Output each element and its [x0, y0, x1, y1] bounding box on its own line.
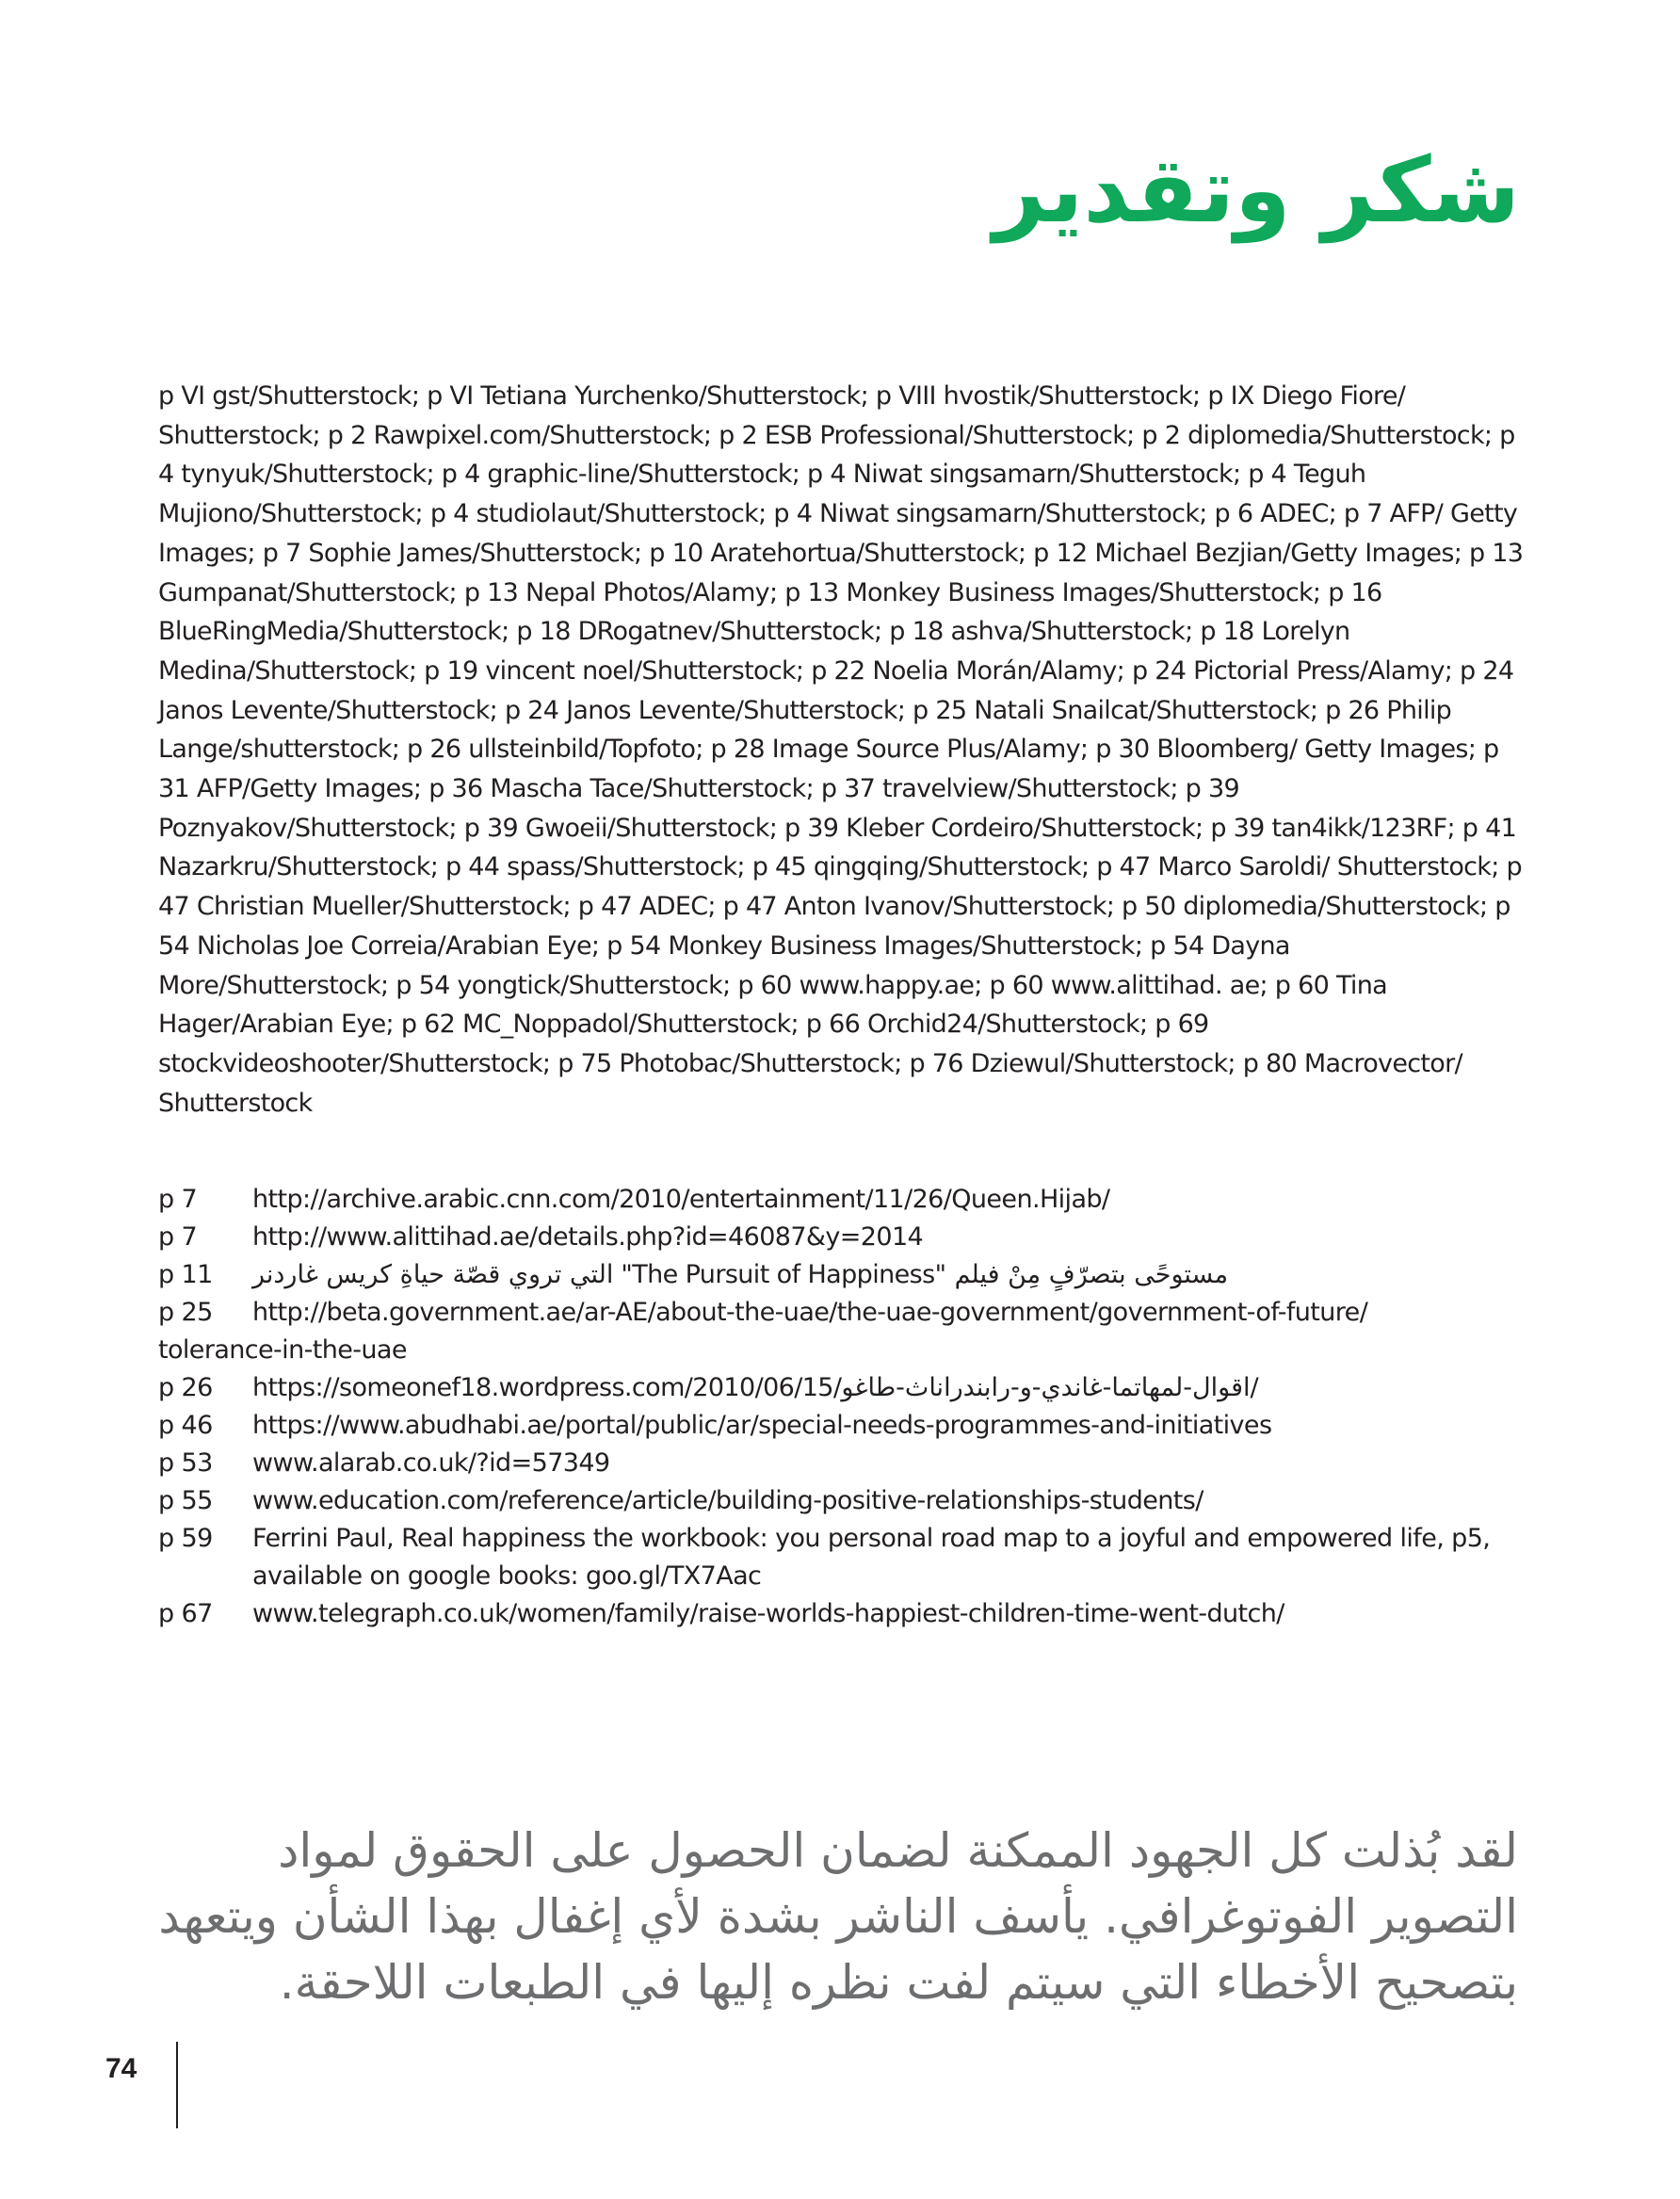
reference-page: p 7	[158, 1185, 198, 1214]
reference-item	[158, 1181, 1543, 1219]
copyright-disclaimer: لقد بُذلت كل الجهود الممكنة لضمان الحصول على الحقوق لمواد التصوير الفوتوغرافي. يأسف الناشر بشدة لأي إغفال بهذا الشأن ويتعهد بتصحيح الأخطاء التي سيتم لفت نظره إليها في الطبعات اللاحقة.	[158, 1823, 1518, 2010]
reference-text: Ferrini Paul, Real happiness the workbook: you personal road map to a joyful and empowered life, p5, available on google books: goo.gl/TX7Aac	[252, 1524, 1491, 1591]
reference-page: p 26	[158, 1373, 213, 1402]
footer-divider	[176, 2042, 178, 2128]
reference-url: http://beta.government.ae/ar-AE/about-the-uae/the-uae-government/government-of-future/	[252, 1298, 1368, 1327]
reference-item	[158, 1369, 1543, 1407]
reference-url: www.telegraph.co.uk/women/family/raise-worlds-happiest-children-time-went-dutch/	[252, 1599, 1284, 1628]
reference-item	[158, 1407, 1543, 1445]
reference-item	[158, 1445, 1543, 1482]
reference-url: http://www.alittihad.ae/details.php?id=46087&y=2014	[252, 1222, 924, 1252]
reference-item	[158, 1256, 1543, 1294]
reference-item	[158, 1294, 1543, 1369]
reference-page: p 53	[158, 1448, 213, 1478]
reference-text: مستوحًى بتصرّفٍ مِنْ فيلم "The Pursuit of Happiness" التي تروي قصّة حياةِ كريس غاردنر	[252, 1260, 1229, 1289]
reference-page: p 67	[158, 1599, 213, 1628]
reference-page: p 7	[158, 1222, 198, 1252]
reference-page: p 55	[158, 1486, 213, 1515]
reference-url-continuation: tolerance-in-the-uae	[158, 1335, 407, 1365]
reference-item	[158, 1219, 1543, 1256]
page-number: 74	[105, 2053, 137, 2084]
page-title: شكر وتقدير	[993, 137, 1520, 243]
reference-url: https://www.abudhabi.ae/portal/public/ar/special-needs-programmes-and-initiatives	[252, 1411, 1272, 1440]
reference-page: p 25	[158, 1298, 213, 1327]
photo-credits: p VI gst/Shutterstock; p VI Tetiana Yurchenko/Shutterstock; p VIII hvostik/Shutterstock; p IX Diego Fiore/ Shutterstock; p 2 Rawpixel.com/Shutterstock; p 2 ESB Professional/Shutterstock; p 2 diplomedia/Shutterstock; p 4 tynyuk/Shutterstock; p 4 graphic-line/Shutterstock; p 4 Niwat singsamarn/Shutterstock; p 4 Teguh Mujiono/Shutterstock; p 4 studiolaut/Shutterstock; p 4 Niwat singsamarn/Shutterstock; p 6 ADEC; p 7 AFP/ Getty Images; p 7 Sophie James/Shutterstock; p 10 Aratehortua/Shutterstock; p 12 Michael Bezjian/Getty Images; p 13 Gumpanat/Shutterstock; p 13 Nepal Photos/Alamy; p 13 Monkey Business Images/Shutterstock; p 16 BlueRingMedia/Shutterstock; p 18 DRogatnev/Shutterstock; p 18 ashva/Shutterstock; p 18 Lorelyn Medina/Shutterstock; p 19 vincent noel/Shutterstock; p 22 Noelia Morán/Alamy; p 24 Pictorial Press/Alamy; p 24 Janos Levente/Shutterstock; p 24 Janos Levente/Shutterstock; p 25 Natali Snailcat/Shutterstock; p 26 Philip Lange/shutterstock; p 26 ullsteinbild/Topfoto; p 28 Image Source Plus/Alamy; p 30 Bloomberg/ Getty Images; p 31 AFP/Getty Images; p 36 Mascha Tace/Shutterstock; p 37 travelview/Shutterstock; p 39 Poznyakov/Shutterstock; p 39 Gwoeii/Shutterstock; p 39 Kleber Cordeiro/Shutterstock; p 39 tan4ikk/123RF; p 41 Nazarkru/Shutterstock; p 44 spass/Shutterstock; p 45 qingqing/Shutterstock; p 47 Marco Saroldi/ Shutterstock; p 47 Christian Mueller/Shutterstock; p 47 ADEC; p 47 Anton Ivanov/Shutterstock; p 50 diplomedia/Shutterstock; p 54 Nicholas Joe Correia/Arabian Eye; p 54 Monkey Business Images/Shutterstock; p 54 Dayna More/Shutterstock; p 54 yongtick/Shutterstock; p 60 www.happy.ae; p 60 www.alittihad. ae; p 60 Tina Hager/Arabian Eye; p 62 MC_Noppadol/Shutterstock; p 66 Orchid24/Shutterstock; p 69 stockvideoshooter/Shutterstock; p 75 Photobac/Shutterstock; p 76 Dziewul/Shutterstock; p 80 Macrovector/ Shutterstock	[158, 381, 1524, 1118]
reference-page: p 11	[158, 1260, 213, 1289]
reference-page: p 59	[158, 1524, 213, 1553]
reference-url: www.education.com/reference/article/building-positive-relationships-students/	[252, 1486, 1203, 1515]
reference-item	[158, 1482, 1543, 1520]
reference-item	[158, 1520, 1543, 1595]
reference-item	[158, 1595, 1543, 1633]
reference-url: http://archive.arabic.cnn.com/2010/entertainment/11/26/Queen.Hijab/	[252, 1185, 1110, 1214]
reference-page: p 46	[158, 1411, 213, 1440]
reference-url: www.alarab.co.uk/?id=57349	[252, 1448, 610, 1478]
reference-url: https://someonef18.wordpress.com/2010/06/15/اقوال-لمهاتما-غاندي-و-رابندراناث-طاغو/	[252, 1373, 1259, 1402]
reference-list	[158, 1181, 1543, 1633]
